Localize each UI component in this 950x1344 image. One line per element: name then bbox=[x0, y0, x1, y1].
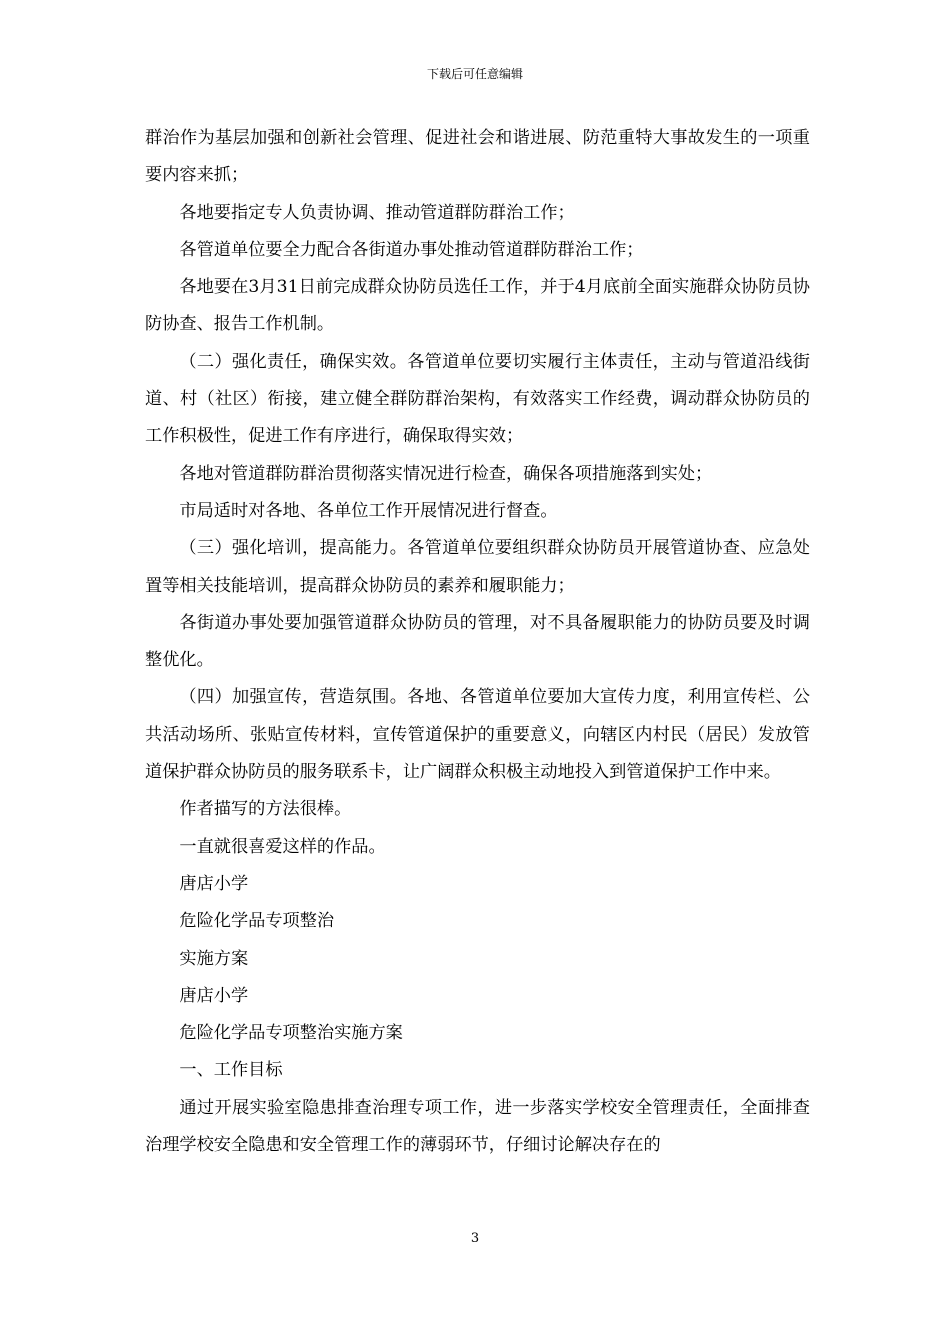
paragraph: （四）加强宣传，营造氛围。各地、各管道单位要加大宣传力度，利用宣传栏、公共活动场所、张贴宣传材料，宣传管道保护的重要意义，向辖区内村民（居民）发放管道保护群众协防员的服务联系卡，让广阔群众积极主动地投入到管道保护工作中来。 bbox=[145, 687, 810, 783]
paragraph: 市局适时对各地、各单位工作开展情况进行督查。 bbox=[179, 500, 558, 521]
paragraph: 危险化学品专项整治 bbox=[179, 911, 335, 932]
page-header: 下载后可任意编辑 bbox=[426, 67, 523, 81]
paragraph: 危险化学品专项整治实施方案 bbox=[179, 1023, 403, 1044]
paragraph: 群治作为基层加强和创新社会管理、促进社会和谐进展、防范重特大事故发生的一项重要内容来抓； bbox=[145, 128, 810, 186]
paragraph: 各街道办事处要加强管道群众协防员的管理，对不具备履职能力的协防员要及时调整优化。 bbox=[145, 612, 810, 671]
paragraph: 作者描写的方法很棒。 bbox=[179, 799, 352, 820]
paragraph: （二）强化责任，确保实效。各管道单位要切实履行主体责任，主动与管道沿线街道、村（社区）衔接，建立健全群防群治架构，有效落实工作经费，调动群众协防员的工作积极性，促进工作有序进行，确保取得实效； bbox=[145, 351, 810, 447]
paragraph: 通过开展实验室隐患排查治理专项工作，进一步落实学校安全管理责任，全面排查治理学校安全隐患和安全管理工作的薄弱环节，仔细讨论解决存在的 bbox=[145, 1097, 810, 1156]
paragraph: 一、工作目标 bbox=[179, 1060, 283, 1081]
paragraph: 各地要在3月31日前完成群众协防员选任工作，并于4月底前全面实施群众协防员协防协查、报告工作机制。 bbox=[145, 277, 810, 335]
paragraph: 实施方案 bbox=[179, 948, 249, 969]
paragraph: 唐店小学 bbox=[179, 873, 249, 894]
paragraph: 各地对管道群防群治贯彻落实情况进行检查，确保各项措施落到实处； bbox=[179, 463, 713, 484]
paragraph: 一直就很喜爱这样的作品。 bbox=[179, 836, 386, 857]
paragraph: 唐店小学 bbox=[179, 985, 249, 1006]
paragraph: 各地要指定专人负责协调、推动管道群防群治工作； bbox=[179, 202, 575, 223]
page-number: 3 bbox=[470, 1231, 480, 1246]
paragraph: 各管道单位要全力配合各街道办事处推动管道群防群治工作； bbox=[179, 239, 644, 260]
paragraph: （三）强化培训，提高能力。各管道单位要组织群众协防员开展管道协查、应急处置等相关技能培训，提高群众协防员的素养和履职能力； bbox=[145, 538, 810, 596]
document-body bbox=[145, 120, 810, 1164]
